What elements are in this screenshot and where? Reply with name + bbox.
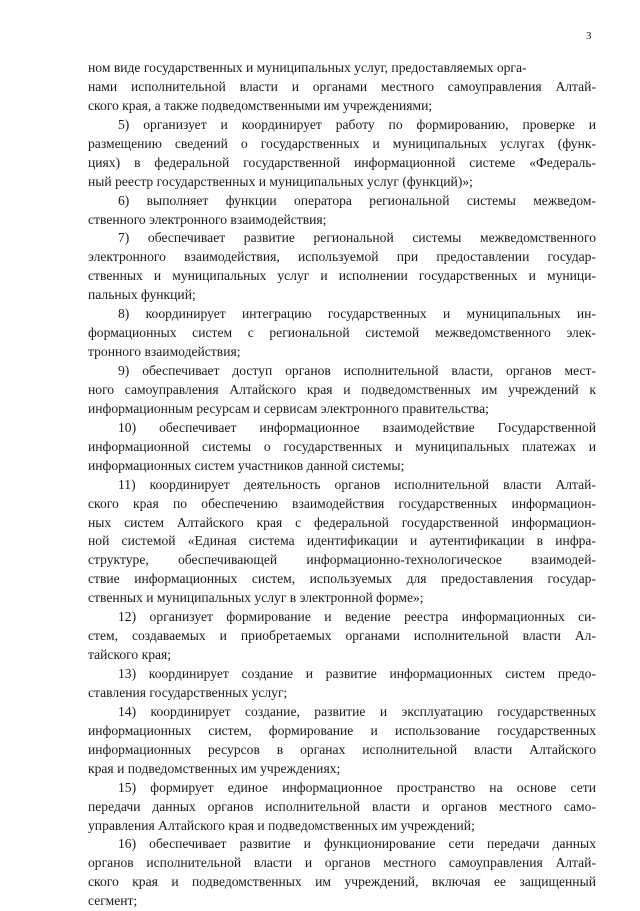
- text-line: передачи данных органов исполнительной власти и органов местного само-: [88, 798, 596, 814]
- document-body: [88, 59, 596, 911]
- text-line: ставления государственных услуг;: [88, 684, 288, 700]
- text-line: ном виде государственных и муниципальных услуг, предоставляемых орга-: [88, 60, 527, 75]
- text-line: ной системой «Единая система идентификации и аутентификации в инфра-: [88, 533, 596, 549]
- text-line: размещению сведений о государственных и муниципальных услугах (функ-: [88, 135, 596, 151]
- text-line: формационных систем с региональной системой межведомственного элек-: [88, 325, 596, 341]
- text-line: края и подведомственных им учреждениях;: [88, 760, 341, 776]
- text-line: стем, создаваемых и приобретаемых органами исполнительной власти Ал-: [88, 628, 596, 644]
- text-line: ского края по обеспечению взаимодействия государственных информацион-: [88, 495, 596, 511]
- text-line: нами исполнительной власти и органами местного самоуправления Алтай-: [88, 78, 596, 94]
- paragraph-first-line: 8) координирует интеграцию государственных и муниципальных ин-: [118, 306, 596, 322]
- text-line: информационных систем, формирование и использование государственных: [88, 722, 596, 738]
- paragraph-first-line: 5) организует и координирует работу по формированию, проверке и: [118, 116, 596, 132]
- text-line: электронного взаимодействия, используемой при предоставлении государ-: [88, 249, 596, 265]
- text-line: циях) в федеральной государственной информационной системе «Федераль-: [88, 154, 596, 170]
- text-line: сегмент;: [88, 893, 138, 909]
- paragraph-first-line: 16) обеспечивает развитие и функционирование сети передачи данных: [118, 836, 596, 852]
- paragraph-first-line: 7) обеспечивает развитие региональной системы межведомственного: [118, 230, 596, 246]
- text-line: структуре, обеспечивающей информационно-технологическое взаимодей-: [88, 552, 596, 568]
- text-line: ственного электронного взаимодействия;: [88, 211, 327, 227]
- text-line: информационных систем участников данной системы;: [88, 457, 405, 473]
- paragraph-first-line: 9) обеспечивает доступ органов исполнительной власти, органов мест-: [118, 363, 596, 378]
- scan-artifact-mark: [462, 856, 522, 878]
- paragraph-first-line: 10) обеспечивает информационное взаимодействие Государственной: [118, 419, 596, 435]
- text-line: ных систем Алтайского края с федеральной государственной информацион-: [88, 514, 596, 530]
- text-line: информационных ресурсов в органах исполнительной власти Алтайского: [88, 741, 596, 757]
- text-line: ствие информационных систем, используемых для предоставления государ-: [88, 571, 596, 587]
- paragraph-first-line: 11) координирует деятельность органов исполнительной власти Алтай-: [118, 476, 596, 492]
- text-line: ского края, а также подведомственными им учреждениями;: [88, 97, 433, 113]
- text-line: ственных и муниципальных услуг и исполнении государственных и муници-: [88, 268, 596, 284]
- text-line: ного самоуправления Алтайского края и подведомственных им учреждений к: [88, 381, 596, 397]
- text-line: органов исполнительной власти и органов местного самоуправления Алтай-: [88, 855, 596, 871]
- text-line: тронного взаимодействия;: [88, 344, 241, 360]
- page-number: 3: [586, 30, 592, 42]
- text-line: управления Алтайского края и подведомственных им учреждений;: [88, 817, 475, 833]
- paragraph-first-line: 14) координирует создание, развитие и эксплуатацию государственных: [118, 703, 596, 719]
- paragraph-first-line: 12) организует формирование и ведение реестра информационных си-: [118, 609, 596, 625]
- text-line: ственных и муниципальных услуг в электронной форме»;: [88, 590, 424, 606]
- text-line: ный реестр государственных и муниципальных услуг (функций)»;: [88, 173, 473, 189]
- text-line: информационной системы о государственных и муниципальных платежах и: [88, 438, 596, 454]
- text-line: тайского края;: [88, 647, 172, 663]
- paragraph-first-line: 15) формирует единое информационное пространство на основе сети: [118, 779, 596, 795]
- text-line: пальных функций;: [88, 287, 196, 303]
- text-line: ского края и подведомственных им учреждений, включая ее защищенный: [88, 874, 596, 890]
- paragraph-first-line: 13) координирует создание и развитие информационных систем предо-: [118, 666, 596, 681]
- paragraph-first-line: 6) выполняет функции оператора региональной системы межведом-: [118, 192, 596, 208]
- text-line: информационным ресурсам и сервисам электронного правительства;: [88, 400, 489, 416]
